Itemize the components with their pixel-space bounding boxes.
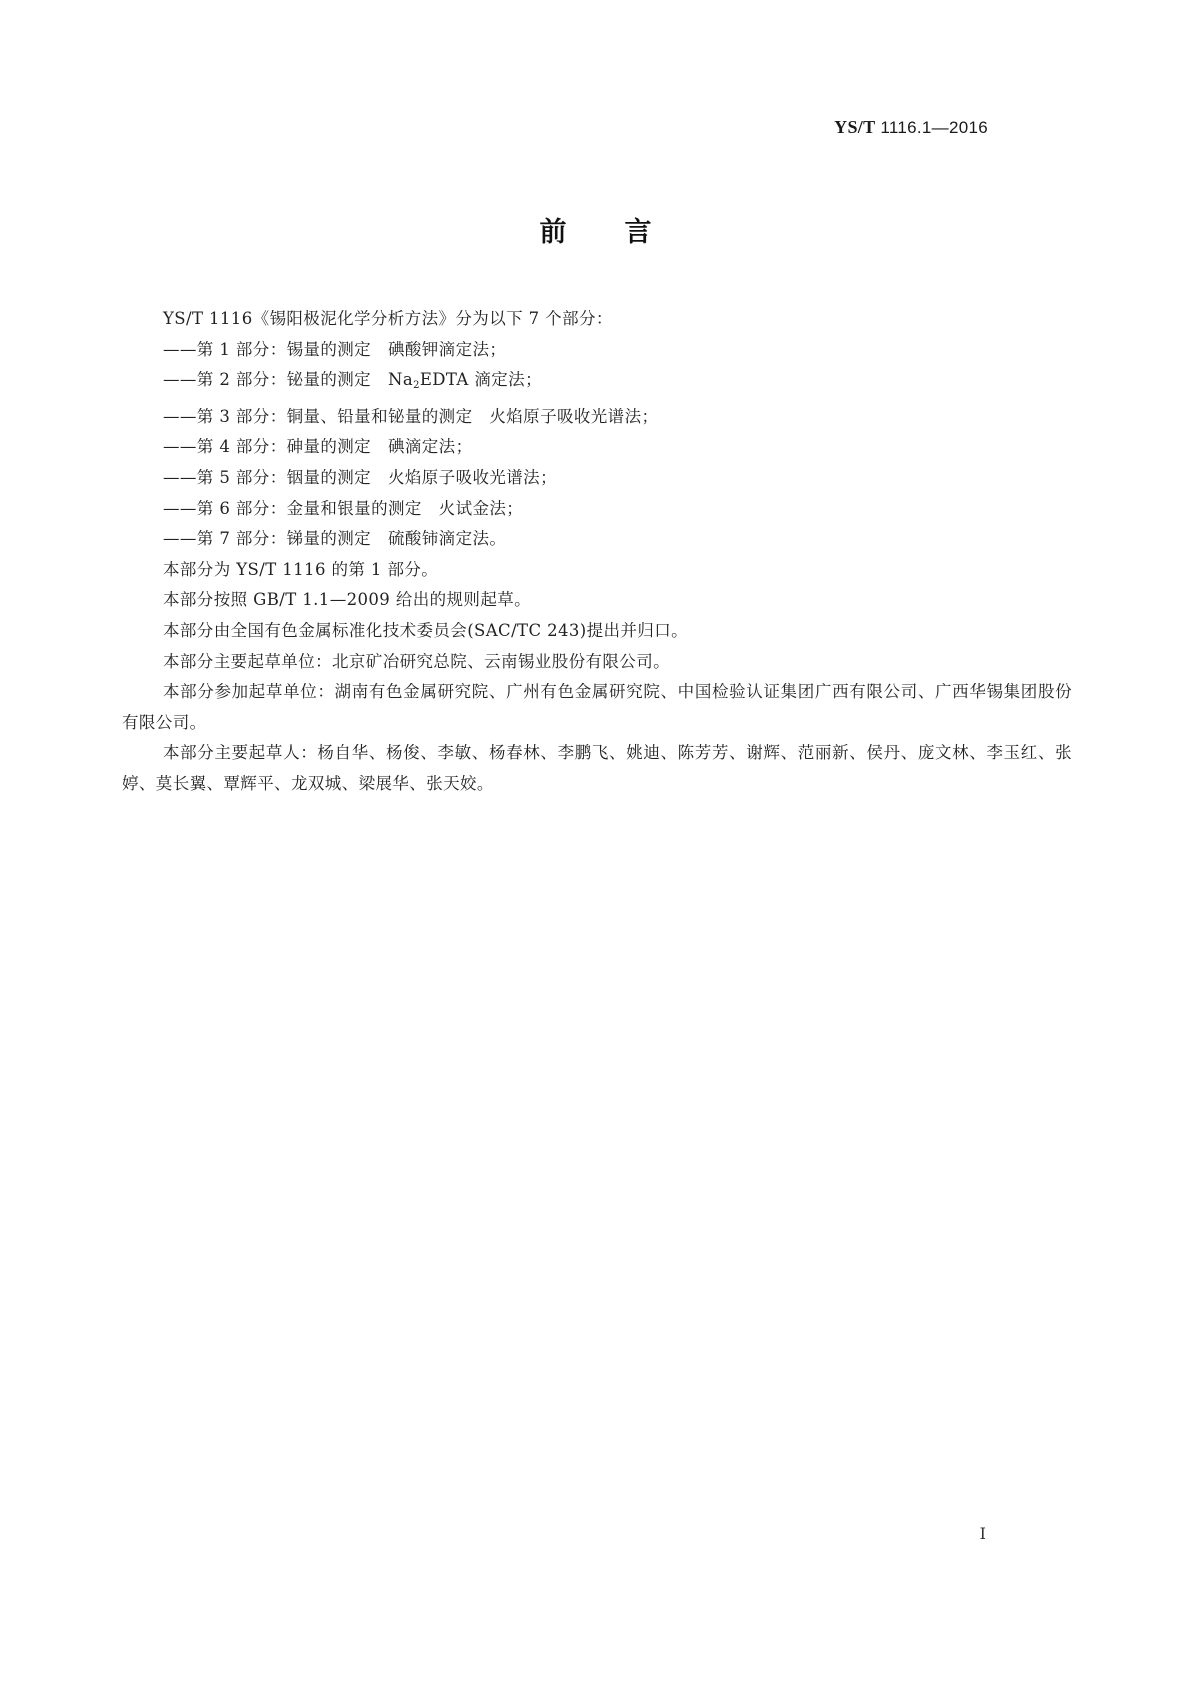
document-code-number: 1116.1—2016 (880, 118, 988, 137)
statement-main-drafters-org: 本部分主要起草单位：北京矿冶研究总院、云南锡业股份有限公司。 (163, 651, 670, 671)
part-item-2-subscript: 2 (413, 380, 420, 392)
part-item-5: ——第 5 部分：铟量的测定 火焰原子吸收光谱法； (163, 467, 557, 487)
statement-participating-orgs: 本部分参加起草单位：湖南有色金属研究院、广州有色金属研究院、中国检验认证集团广西有限公司、广西华锡集团股份有限公司。 (122, 682, 1072, 732)
part-item-3: ——第 3 部分：铜量、铅量和铋量的测定 火焰原子吸收光谱法； (163, 406, 659, 426)
foreword-body (122, 304, 1072, 800)
page-number: I (979, 1524, 986, 1543)
part-item-6: ——第 6 部分：金量和银量的测定 火试金法； (163, 498, 524, 518)
part-item-2-suffix: EDTA 滴定法； (419, 370, 542, 390)
part-item-2-prefix: ——第 2 部分：铋量的测定 Na (163, 370, 414, 390)
part-item-1: ——第 1 部分：锡量的测定 碘酸钾滴定法； (163, 339, 507, 359)
statement-part-scope: 本部分为 YS/T 1116 的第 1 部分。 (163, 559, 439, 579)
part-item-4: ——第 4 部分：砷量的测定 碘滴定法； (163, 437, 473, 457)
part-item-7: ——第 7 部分：锑量的测定 硫酸铈滴定法。 (163, 529, 507, 549)
statement-drafting-rules: 本部分按照 GB/T 1.1—2009 给出的规则起草。 (163, 590, 532, 610)
statement-proposer: 本部分由全国有色金属标准化技术委员会(SAC/TC 243)提出并归口。 (163, 620, 689, 640)
part-item-2 (122, 365, 1072, 402)
intro-paragraph: YS/T 1116《锡阳极泥化学分析方法》分为以下 7 个部分： (163, 309, 613, 328)
page-title: 前言 (539, 217, 710, 248)
document-code-prefix: YS/T (834, 117, 876, 137)
document-code (834, 117, 988, 138)
statement-main-drafters: 本部分主要起草人：杨自华、杨俊、李敏、杨春林、李鹏飞、姚迪、陈芳芳、谢辉、范丽新、侯丹、庞文林、李玉红、张婷、莫长翼、覃辉平、龙双城、梁展华、张天姣。 (122, 743, 1072, 793)
